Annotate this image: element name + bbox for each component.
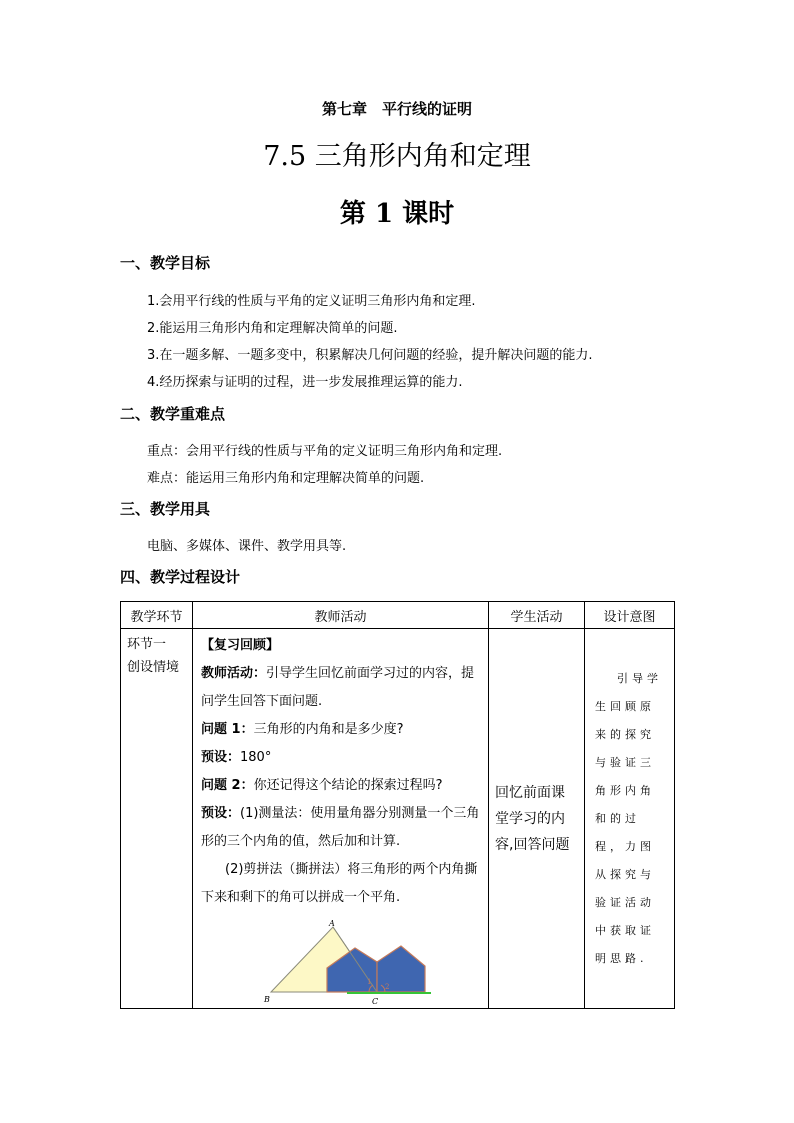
label: 预设： [201,806,241,821]
goal-item: 4.经历探索与证明的过程，进一步发展推理运算的能力. [147,375,463,390]
student-activity: 回忆前面课堂学习的内容,回答问题 [495,784,570,853]
angle-2-label: 2 [385,983,390,991]
angle-1-label: 1 [367,978,372,986]
vertex-c-label: C [372,997,379,1006]
label: 问题 2： [201,778,254,793]
table-row [121,629,675,1009]
keypoint-item: 重点：会用平行线的性质与平角的定义证明三角形内角和定理. [147,444,503,459]
teacher-activity [201,660,482,716]
tools-text: 电脑、多媒体、课件、教学用具等. [147,539,347,554]
goal-item: 2.能运用三角形内角和定理解决简单的问题. [147,321,398,336]
table-header: 学生活动 [489,602,585,629]
design-intent: 引导学生回顾原来的探究与验证三角形内角和的过程，力图从探究与验证活动中获取证明思路. [595,671,662,965]
section-heading-tools: 三、教学用具 [120,500,211,518]
vertex-a-label: A [329,920,335,928]
stage-label: 环节一 [127,637,167,652]
teacher-activity-cell [193,629,489,1009]
table-header: 设计意图 [585,602,675,629]
chapter-heading: 第七章 平行线的证明 [321,100,472,118]
vertex-b-label: B [264,995,270,1004]
goal-item: 3.在一题多解、一题多变中，积累解决几何问题的经验，提升解决问题的能力. [147,348,593,363]
goal-item: 1.会用平行线的性质与平角的定义证明三角形内角和定理. [147,294,476,309]
question-1 [201,716,482,744]
label: 预设： [201,750,241,765]
text: 三角形的内角和是多少度? [253,722,404,737]
label: 教师活动： [201,666,267,681]
design-intent-cell [585,629,675,1009]
table-header: 教学环节 [121,602,193,629]
text: 引导学生回忆前面学习过的内容，提问学生回答下面问题. [201,666,475,709]
text: 你还记得这个结论的探索过程吗? [253,778,443,793]
table-header: 教师活动 [193,602,489,629]
table-header-row [121,602,675,629]
section-heading-keypoints: 二、教学重难点 [120,405,226,423]
section-heading-process: 四、教学过程设计 [120,568,241,586]
stage-label: 创设情境 [127,660,180,675]
triangle-tear-figure [251,920,431,1008]
preset-2-method-2: (2)剪拼法（撕拼法）将三角形的两个内角撕下来和剩下的角可以拼成一个平角. [201,862,478,905]
keypoint-item: 难点：能运用三角形内角和定理解决简单的问题. [147,471,425,486]
preset-2 [201,800,482,856]
preset-1 [201,744,482,772]
text: (1)测量法：使用量角器分别测量一个三角形的三个内角的值，然后加和计算. [201,806,480,849]
label: 问题 1： [201,722,254,737]
text: 180° [240,750,272,765]
review-title: 【复习回顾】 [201,638,280,653]
stage-cell [121,629,193,1009]
lesson-subtitle: 第 1 课时 [339,199,455,229]
process-table [120,601,675,1009]
question-2 [201,772,482,800]
section-heading-goals: 一、教学目标 [120,254,211,272]
student-activity-cell [489,629,585,1009]
page-title: 7.5 三角形内角和定理 [263,141,531,172]
